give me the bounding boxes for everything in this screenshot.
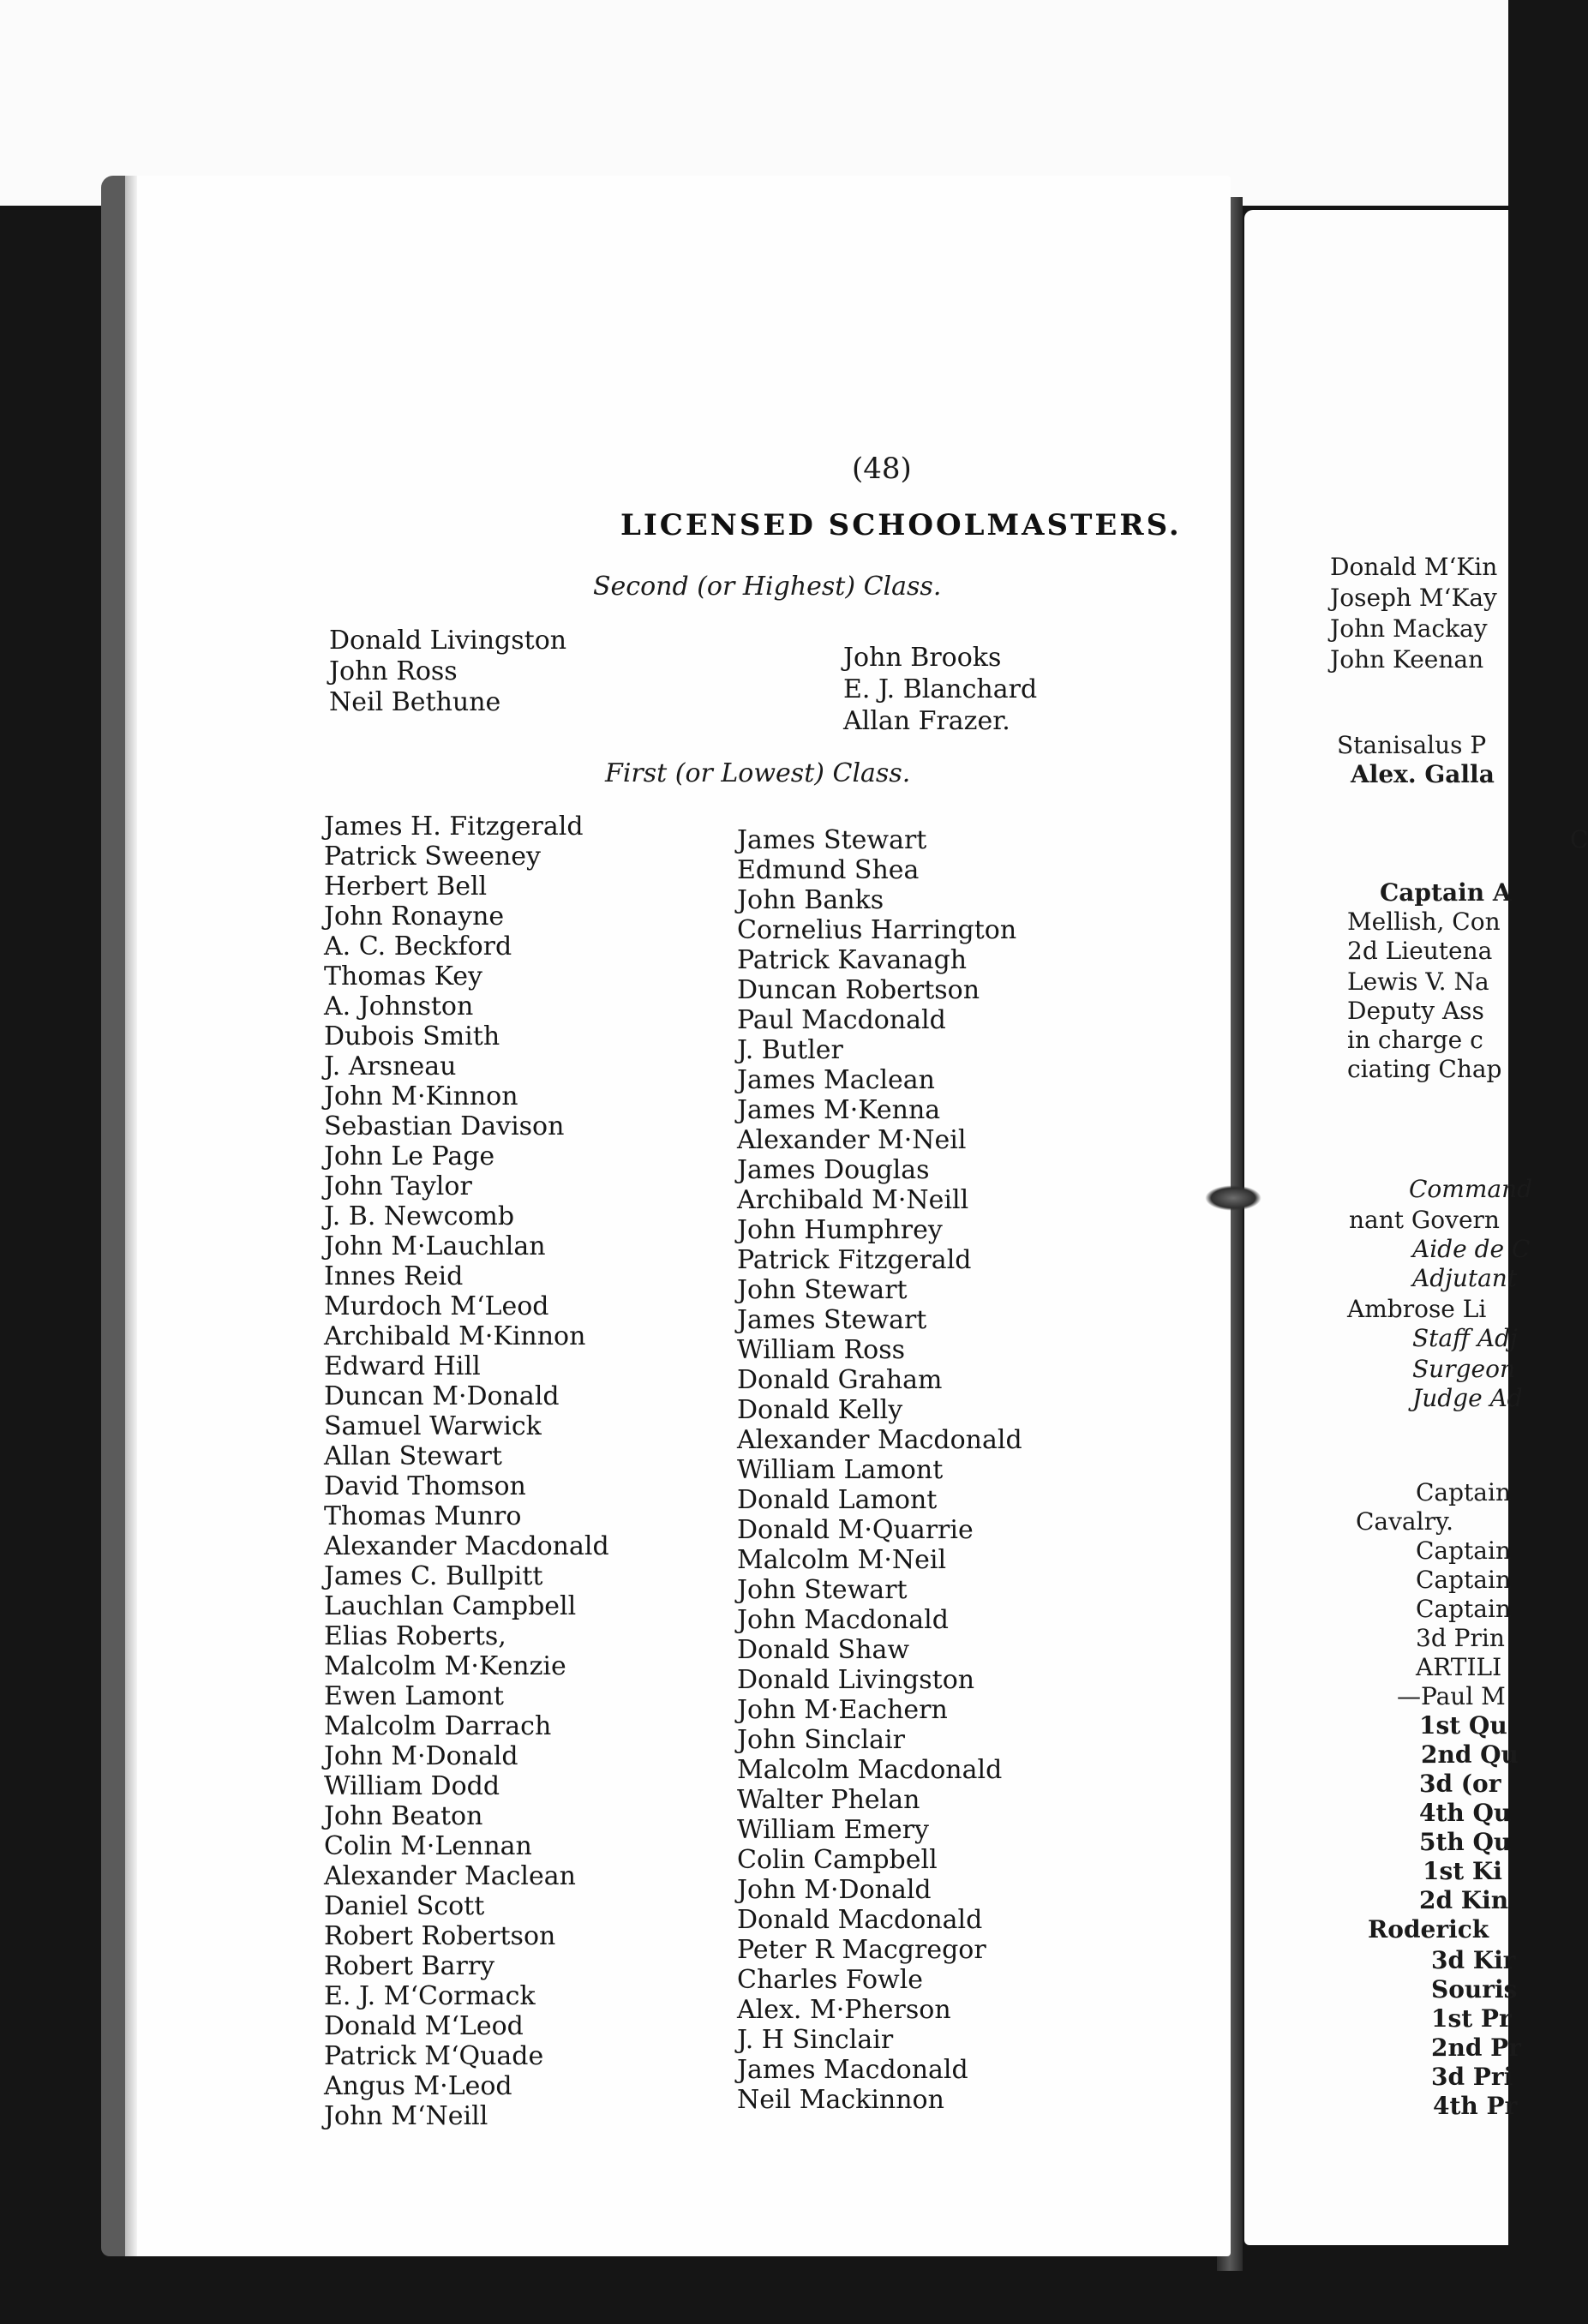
name-entry: John M·Kinnon — [324, 1081, 518, 1111]
right-page-line: John Keenan — [1330, 645, 1484, 674]
name-entry: Sebastian Davison — [324, 1111, 565, 1141]
name-entry: Donald M·Quarrie — [737, 1515, 974, 1545]
first-class-right-list — [737, 825, 1022, 2115]
name-entry: A. C. Beckford — [324, 931, 512, 961]
right-page-line: nant Govern — [1349, 1206, 1500, 1234]
name-entry: Ewen Lamont — [324, 1681, 504, 1711]
name-entry: John Banks — [737, 885, 884, 915]
name-entry: Donald M‘Leod — [324, 2011, 524, 2041]
name-entry: Edward Hill — [324, 1351, 481, 1381]
name-entry: John M‘Neill — [324, 2101, 488, 2131]
name-entry: John Stewart — [737, 1575, 908, 1605]
right-page-line: Ambrose Li — [1347, 1295, 1487, 1323]
first-class-heading: First (or Lowest) Class. — [605, 758, 911, 788]
first-class-left-list — [324, 812, 609, 2131]
right-page-line: 2d Kin — [1419, 1886, 1509, 1914]
right-page-line: —Paul M — [1397, 1682, 1506, 1710]
name-entry: James Maclean — [737, 1065, 936, 1095]
name-entry: John M·Eachern — [737, 1695, 948, 1725]
right-page-line: 1st Ki — [1423, 1857, 1502, 1885]
name-entry: Neil Bethune — [329, 687, 501, 717]
name-entry: Alexander Macdonald — [737, 1425, 1022, 1455]
name-entry: John Stewart — [737, 1275, 908, 1305]
right-page-line: John Mackay — [1330, 614, 1488, 643]
name-entry: Donald Shaw — [737, 1635, 910, 1665]
name-entry: William Ross — [737, 1335, 905, 1365]
name-entry: Duncan M·Donald — [324, 1381, 560, 1411]
right-page-line: 4th Qu — [1419, 1799, 1512, 1827]
second-class-left-list — [329, 626, 566, 718]
name-entry: J. B. Newcomb — [324, 1201, 515, 1231]
right-page-line: Captain A — [1380, 878, 1512, 907]
second-class-heading: Second (or Highest) Class. — [593, 572, 942, 602]
right-page-line: C — [1570, 825, 1588, 854]
name-entry: Paul Macdonald — [737, 1005, 946, 1035]
right-page-line: Stanisalus P — [1337, 731, 1487, 759]
right-page-line: Captain — [1416, 1536, 1511, 1565]
name-entry: Donald Kelly — [737, 1395, 903, 1425]
right-page-line: 1st Pr — [1431, 2004, 1512, 2033]
name-entry: Patrick Sweeney — [324, 842, 541, 872]
name-entry: Innes Reid — [324, 1261, 464, 1291]
right-page-line: Deputy Ass — [1347, 997, 1484, 1025]
name-entry: John Humphrey — [737, 1215, 943, 1245]
name-entry: James Macdonald — [737, 2055, 968, 2085]
name-entry: E. J. Blanchard — [843, 674, 1038, 704]
name-entry: E. J. M‘Cormack — [324, 1981, 536, 2011]
name-entry: Neil Mackinnon — [737, 2085, 944, 2115]
name-entry: John Macdonald — [737, 1605, 949, 1635]
name-entry: William Emery — [737, 1815, 929, 1845]
name-entry: Malcolm Darrach — [324, 1711, 552, 1741]
right-page-line: Souris — [1431, 1975, 1518, 2004]
name-entry: Patrick M‘Quade — [324, 2041, 544, 2071]
name-entry: Thomas Key — [324, 961, 482, 991]
right-page-line: 2nd Pr — [1431, 2034, 1521, 2062]
right-page-line: 1st Qu — [1419, 1711, 1507, 1740]
left-page — [101, 176, 1231, 2256]
name-entry: Alexander Maclean — [324, 1861, 576, 1891]
name-entry: John Sinclair — [737, 1725, 905, 1755]
name-entry: Colin Campbell — [737, 1845, 938, 1875]
name-entry: Archibald M·Kinnon — [324, 1321, 586, 1351]
right-page-line: Alex. Galla — [1351, 760, 1495, 788]
name-entry: Malcolm M·Kenzie — [324, 1651, 566, 1681]
right-page-line: Lewis V. Na — [1347, 967, 1489, 996]
name-entry: James M·Kenna — [737, 1095, 941, 1125]
name-entry: James Douglas — [737, 1155, 930, 1185]
right-page-line: 3d (or — [1419, 1770, 1501, 1798]
right-page-line: Roderick — [1368, 1915, 1489, 1944]
name-entry: William Lamont — [737, 1455, 944, 1485]
name-entry: J. Arsneau — [324, 1051, 457, 1081]
name-entry: John Le Page — [324, 1141, 495, 1171]
name-entry: Allan Frazer. — [843, 706, 1010, 736]
name-entry: Archibald M·Neill — [737, 1185, 969, 1215]
name-entry: James Stewart — [737, 825, 927, 855]
name-entry: Colin M·Lennan — [324, 1831, 532, 1861]
name-entry: Charles Fowle — [737, 1965, 924, 1995]
name-entry: Robert Barry — [324, 1951, 495, 1981]
name-entry: David Thomson — [324, 1471, 526, 1501]
name-entry: Duncan Robertson — [737, 975, 980, 1005]
right-page-line: 3d Kir — [1431, 1946, 1516, 1974]
name-entry: William Dodd — [324, 1771, 500, 1801]
name-entry: Elias Roberts, — [324, 1621, 506, 1651]
background-top — [0, 0, 1508, 206]
name-entry: Walter Phelan — [737, 1785, 920, 1815]
name-entry: John Brooks — [843, 643, 1002, 673]
name-entry: Donald Livingston — [737, 1665, 975, 1695]
name-entry: Malcolm Macdonald — [737, 1755, 1003, 1785]
name-entry: Donald Graham — [737, 1365, 943, 1395]
page-title: LICENSED SCHOOLMASTERS. — [620, 508, 1182, 542]
page-number: (48) — [852, 452, 912, 486]
name-entry: John M·Lauchlan — [324, 1231, 546, 1261]
right-page-line: Mellish, Con — [1347, 907, 1501, 936]
binding-clip — [1205, 1185, 1261, 1211]
right-page-line: Surgeon — [1412, 1355, 1515, 1383]
name-entry: James H. Fitzgerald — [324, 812, 584, 842]
name-entry: Samuel Warwick — [324, 1411, 542, 1441]
name-entry: John Ronayne — [324, 901, 505, 931]
name-entry: John Ross — [329, 656, 458, 686]
right-page-line: Cavalry. — [1356, 1507, 1453, 1536]
name-entry: Alex. M·Pherson — [737, 1995, 951, 2025]
name-entry: Murdoch M‘Leod — [324, 1291, 549, 1321]
name-entry: Peter R Macgregor — [737, 1935, 986, 1965]
name-entry: Robert Robertson — [324, 1921, 556, 1951]
right-page-line: ARTILI — [1416, 1653, 1502, 1681]
name-entry: Edmund Shea — [737, 855, 920, 885]
name-entry: Patrick Fitzgerald — [737, 1245, 972, 1275]
right-page-line: Captain — [1416, 1566, 1511, 1594]
right-page-line: Command — [1409, 1175, 1533, 1203]
name-entry: John Taylor — [324, 1171, 472, 1201]
name-entry: Alexander M·Neil — [737, 1125, 967, 1155]
name-entry: Donald Livingston — [329, 626, 567, 656]
right-page-fragment — [1244, 210, 1588, 2245]
right-page-line: 2d Lieutena — [1347, 937, 1493, 965]
right-page-line: Judge Ad — [1412, 1384, 1523, 1412]
name-entry: James Stewart — [737, 1305, 927, 1335]
name-entry: Angus M·Leod — [324, 2071, 512, 2101]
name-entry: Donald Lamont — [737, 1485, 938, 1515]
name-entry: Alexander Macdonald — [324, 1531, 609, 1561]
name-entry: A. Johnston — [324, 991, 474, 1021]
name-entry: John Beaton — [324, 1801, 483, 1831]
right-page-line: in charge c — [1347, 1026, 1483, 1054]
right-page-line: Staff Adj — [1412, 1324, 1518, 1352]
name-entry: John M·Donald — [324, 1741, 518, 1771]
name-entry: Patrick Kavanagh — [737, 945, 968, 975]
right-page-line: Captain — [1416, 1478, 1511, 1506]
right-page-line: 3d Pri — [1431, 2063, 1513, 2091]
right-page-line: Adjutant — [1412, 1264, 1518, 1292]
right-page-line: 5th Qu — [1419, 1828, 1512, 1856]
right-page-line: Aide de C — [1412, 1235, 1531, 1263]
right-page-line: 3d Prin — [1416, 1624, 1505, 1652]
name-entry: Herbert Bell — [324, 872, 488, 901]
name-entry: J. Butler — [737, 1035, 843, 1065]
name-entry: Malcolm M·Neil — [737, 1545, 947, 1575]
name-entry: J. H Sinclair — [737, 2025, 894, 2055]
right-page-line: Captain — [1416, 1595, 1511, 1623]
name-entry: Daniel Scott — [324, 1891, 485, 1921]
right-page-line: Donald M‘Kin — [1330, 553, 1498, 581]
right-page-line: 4th Pr — [1433, 2092, 1518, 2120]
right-page-line: Joseph M‘Kay — [1330, 584, 1497, 612]
name-entry: Donald Macdonald — [737, 1905, 983, 1935]
right-page-line: ciating Chap — [1347, 1055, 1502, 1083]
name-entry: Allan Stewart — [324, 1441, 502, 1471]
name-entry: Dubois Smith — [324, 1021, 500, 1051]
name-entry: James C. Bullpitt — [324, 1561, 543, 1591]
name-entry: Cornelius Harrington — [737, 915, 1017, 945]
second-class-right-list — [843, 642, 1037, 737]
name-entry: Thomas Munro — [324, 1501, 522, 1531]
name-entry: John M·Donald — [737, 1875, 932, 1905]
name-entry: Lauchlan Campbell — [324, 1591, 577, 1621]
right-page-line: 2nd Qu — [1421, 1740, 1519, 1769]
